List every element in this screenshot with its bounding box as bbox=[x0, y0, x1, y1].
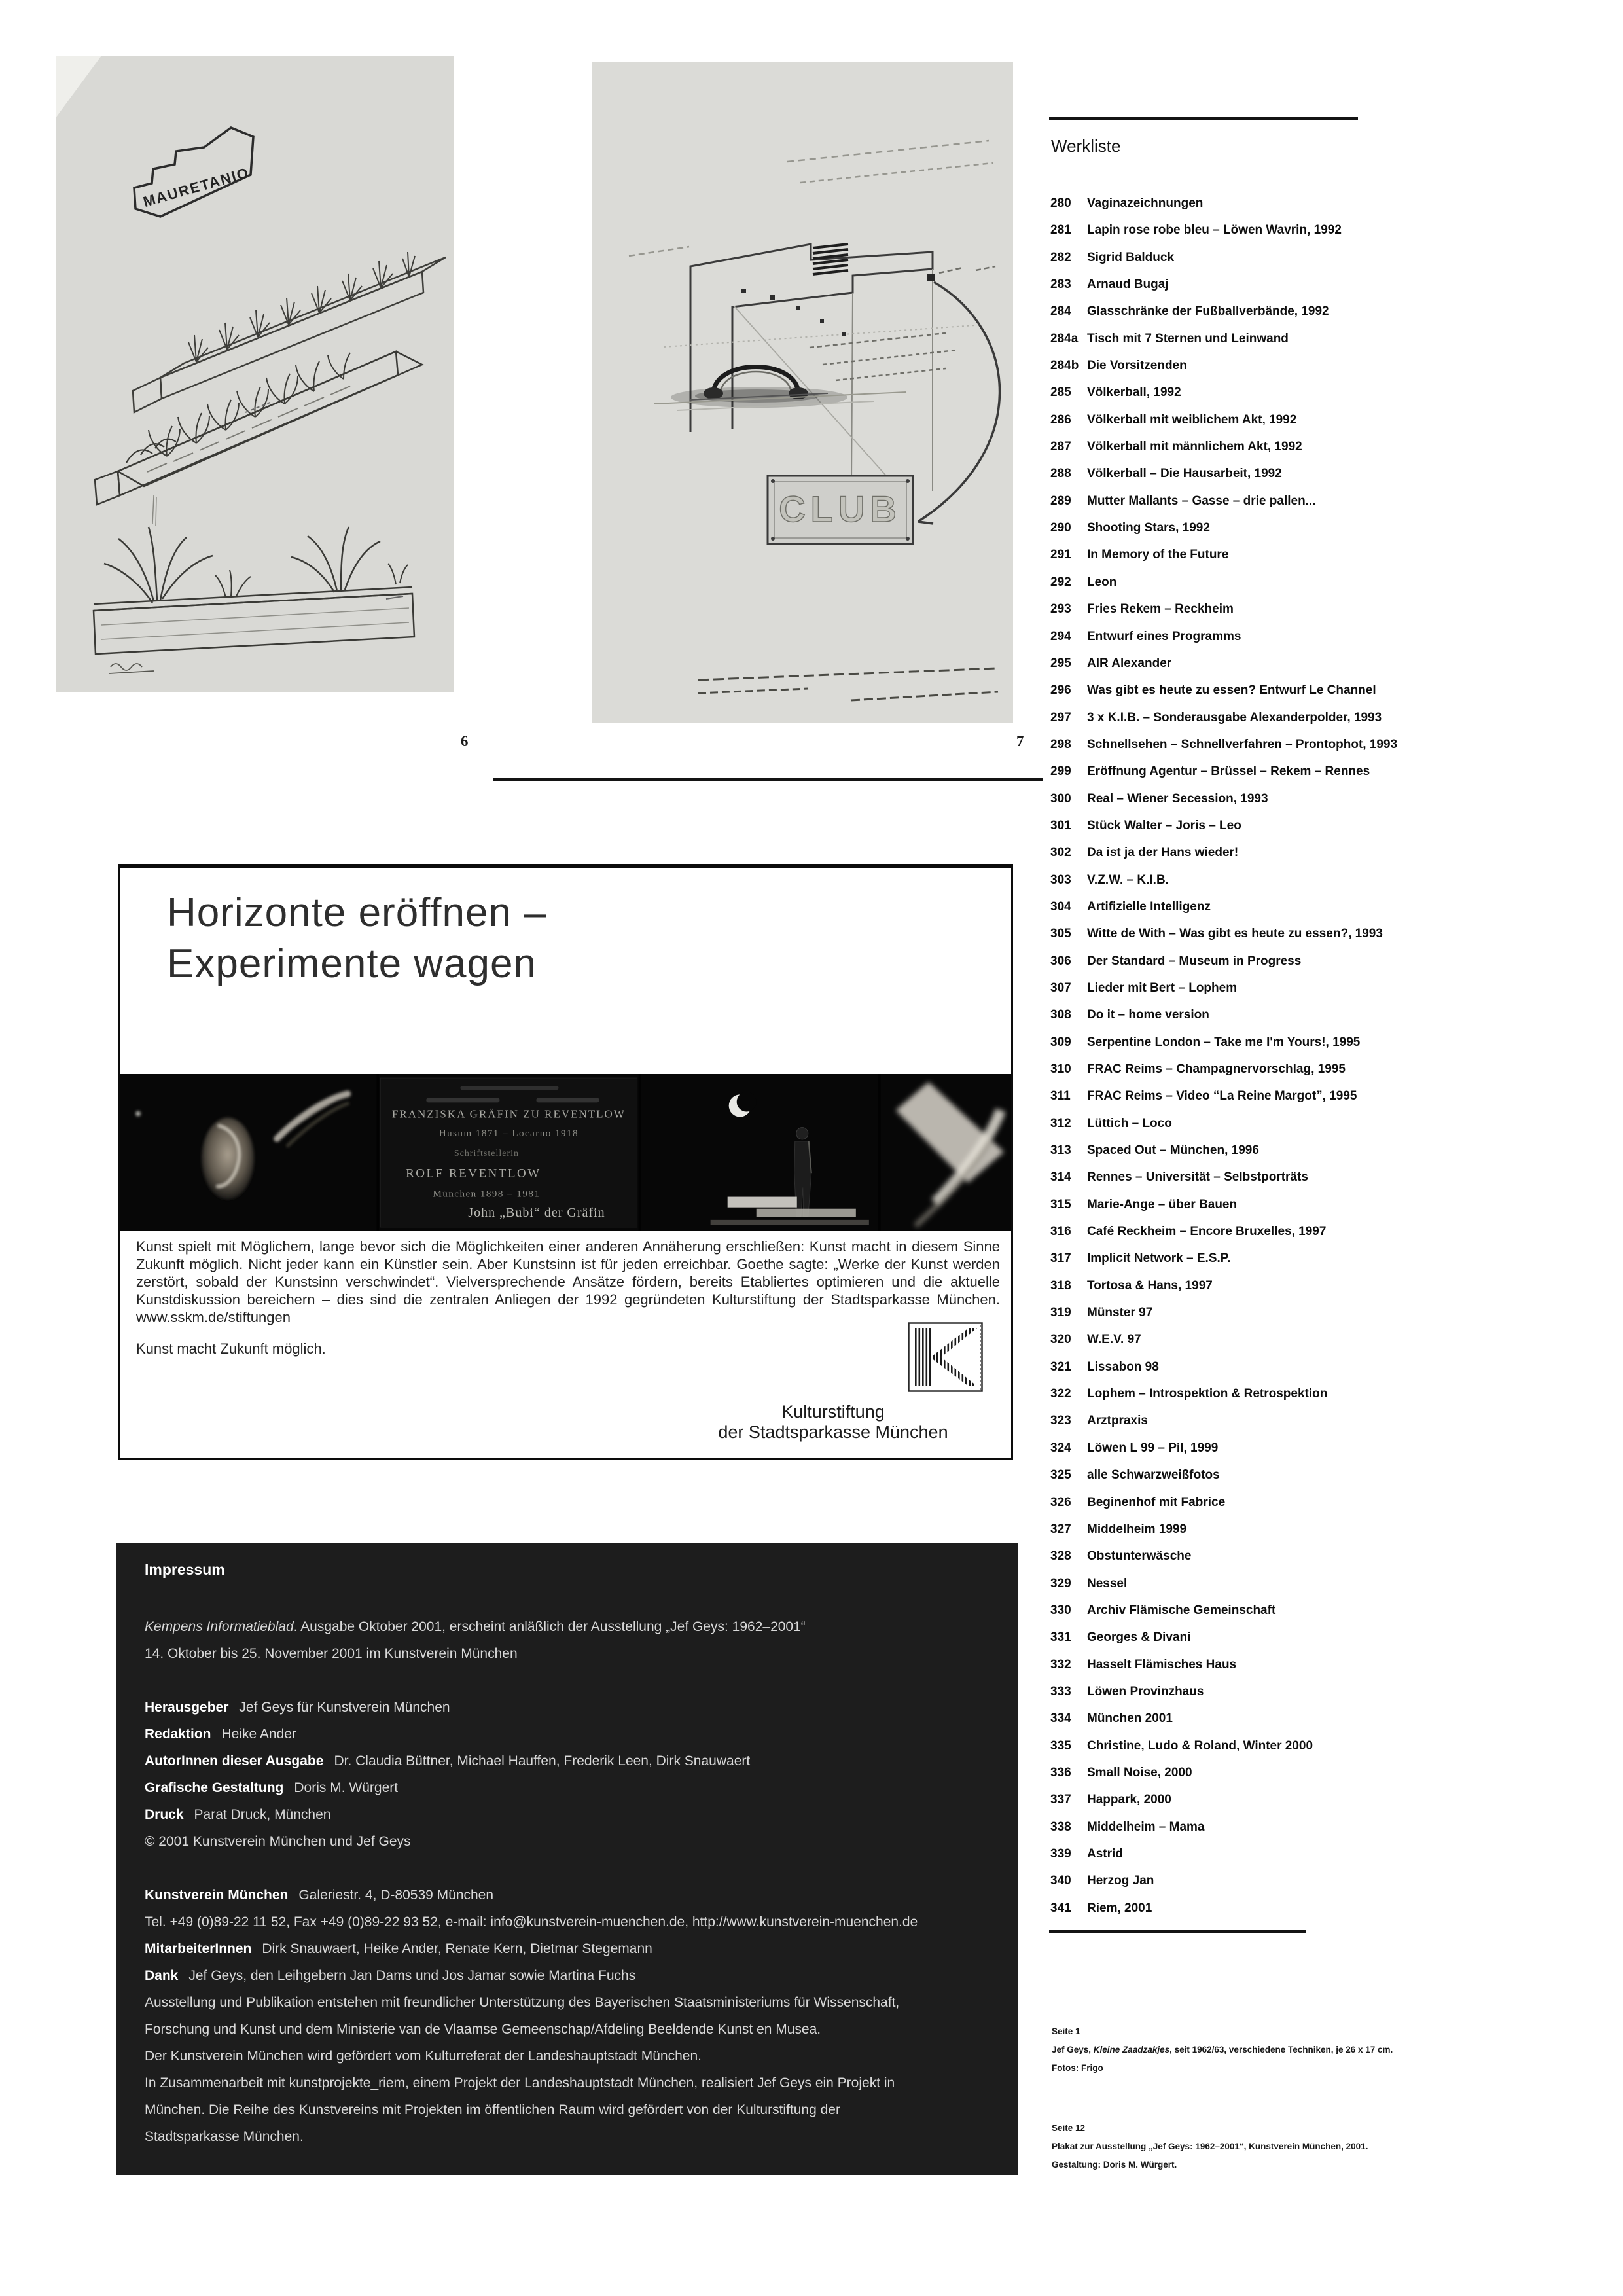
werkliste-entry-title: AIR Alexander bbox=[1087, 656, 1172, 670]
werkliste-entry-number: 289 bbox=[1050, 493, 1071, 508]
werkliste-entry bbox=[1050, 1624, 1561, 1651]
werkliste-entry-title: Entwurf eines Programms bbox=[1087, 629, 1241, 643]
werkliste-entry-title: Implicit Network – E.S.P. bbox=[1087, 1251, 1231, 1266]
werkliste-entry bbox=[1050, 1056, 1561, 1083]
werkliste-entry-title: Der Standard – Museum in Progress bbox=[1087, 954, 1302, 968]
werkliste-entry-number: 296 bbox=[1050, 683, 1071, 698]
werkliste-entry-number: 316 bbox=[1050, 1225, 1071, 1239]
werkliste-entry-number: 324 bbox=[1050, 1441, 1071, 1455]
werkliste-entry-title: Lieder mit Bert – Lophem bbox=[1087, 980, 1238, 995]
impressum-line: Kunstverein München Galeriestr. 4, D-80539 München bbox=[145, 1888, 494, 1903]
impressum-line: Herausgeber Jef Geys für Kunstverein München bbox=[145, 1700, 450, 1715]
impressum-line: Kempens Informatieblad. Ausgabe Oktober 2001, erscheint anläßlich der Ausstellung „Jef Geys: 1962–2001“ bbox=[145, 1619, 806, 1634]
caption-scribble bbox=[698, 668, 998, 700]
planter-trough bbox=[94, 527, 414, 654]
werkliste-entry bbox=[1050, 406, 1561, 433]
impressum-line: München. Die Reihe des Kunstvereins mit Projekten im öffentlichen Raum wird gefördert von der Kulturstiftung der bbox=[145, 2102, 840, 2117]
werkliste-entry bbox=[1050, 1435, 1561, 1462]
werkliste-entry-number: 318 bbox=[1050, 1278, 1071, 1293]
impressum-line: 14. Oktober bis 25. November 2001 im Kunstverein München bbox=[145, 1646, 518, 1661]
werkliste-entry bbox=[1050, 758, 1561, 785]
angled-structure bbox=[664, 244, 975, 497]
werkliste-entry-number: 321 bbox=[1050, 1359, 1071, 1374]
werkliste-entry-title: Glasschränke der Fußballverbände, 1992 bbox=[1087, 304, 1329, 319]
werkliste-entry bbox=[1050, 298, 1561, 325]
werkliste-entry bbox=[1050, 379, 1561, 406]
werkliste-entry-number: 288 bbox=[1050, 467, 1071, 481]
werkliste-entry-number: 338 bbox=[1050, 1820, 1071, 1834]
caption-seite-1: Seite 1 bbox=[1052, 2026, 1080, 2036]
werkliste-entry bbox=[1050, 839, 1561, 866]
werkliste-entry bbox=[1050, 948, 1561, 975]
werkliste-entry bbox=[1050, 217, 1561, 243]
werkliste-entry-number: 285 bbox=[1050, 386, 1071, 400]
impressum-box bbox=[116, 1543, 1018, 2175]
werkliste-entry bbox=[1050, 1570, 1561, 1597]
werkliste-entry-title: Vaginazeichnungen bbox=[1087, 196, 1204, 210]
werkliste-entry-number: 325 bbox=[1050, 1468, 1071, 1482]
werkliste-entry-number: 341 bbox=[1050, 1901, 1071, 1915]
werkliste-entry-number: 317 bbox=[1050, 1251, 1071, 1266]
seed-beds-line-art bbox=[56, 56, 454, 692]
werkliste-entry-title: Witte de With – Was gibt es heute zu essen?, 1993 bbox=[1087, 927, 1383, 941]
werkliste-entry bbox=[1050, 785, 1561, 812]
werkliste-entry-number: 335 bbox=[1050, 1738, 1071, 1753]
werkliste-entry bbox=[1050, 1272, 1561, 1299]
impressum-label: Kunstverein München bbox=[145, 1888, 289, 1903]
werkliste-entry-number: 283 bbox=[1050, 278, 1071, 292]
werkliste-entry bbox=[1050, 271, 1561, 298]
werkliste-entry-number: 294 bbox=[1050, 629, 1071, 643]
handwriting-rows bbox=[629, 141, 993, 256]
werkliste-entry-title: Arztpraxis bbox=[1087, 1414, 1148, 1428]
werkliste-entry bbox=[1050, 704, 1561, 731]
werkliste-entry-number: 313 bbox=[1050, 1143, 1071, 1158]
club-plaque bbox=[768, 476, 913, 544]
werkliste-entry-title: Lophem – Introspektion & Retrospektion bbox=[1087, 1387, 1328, 1401]
werkliste-entry-number: 305 bbox=[1050, 927, 1071, 941]
caption-seite-12: Seite 12 bbox=[1052, 2123, 1086, 2133]
werkliste-entry-title: Small Noise, 2000 bbox=[1087, 1765, 1192, 1780]
page-number-7: 7 bbox=[1016, 733, 1024, 749]
werkliste-entry-title: Christine, Ludo & Roland, Winter 2000 bbox=[1087, 1738, 1313, 1753]
werkliste-entry-number: 315 bbox=[1050, 1197, 1071, 1211]
werkliste-entry-title: Mutter Mallants – Gasse – drie pallen... bbox=[1087, 493, 1316, 508]
werkliste-entry-title: Tortosa & Hans, 1997 bbox=[1087, 1278, 1213, 1293]
werkliste-entry bbox=[1050, 677, 1561, 704]
werkliste-entry bbox=[1050, 1326, 1561, 1353]
werkliste-entry-title: 3 x K.I.B. – Sonderausgabe Alexanderpolder, 1993 bbox=[1087, 710, 1382, 725]
svg-text:John „Bubi“ der Gräfin: John „Bubi“ der Gräfin bbox=[468, 1205, 605, 1220]
logo-caption bbox=[669, 1402, 997, 1443]
werkliste-entry bbox=[1050, 867, 1561, 893]
impressum-label: Druck bbox=[145, 1807, 184, 1822]
werkliste-entry bbox=[1050, 244, 1561, 271]
handle-plaque-line-art bbox=[592, 62, 1013, 723]
werkliste-entry bbox=[1050, 1759, 1561, 1786]
werkliste-entry-number: 306 bbox=[1050, 954, 1071, 968]
werkliste-entry-number: 336 bbox=[1050, 1765, 1071, 1780]
werkliste-top-rule bbox=[1049, 117, 1358, 120]
sketch-handle-plaque-drawing bbox=[592, 62, 1013, 723]
door-handle bbox=[654, 367, 906, 411]
werkliste-entry bbox=[1050, 325, 1561, 352]
werkliste-entry bbox=[1050, 352, 1561, 379]
werkliste-entry bbox=[1050, 541, 1561, 568]
handwritten-scribble bbox=[109, 664, 154, 673]
logo-caption-line1: Kulturstiftung bbox=[781, 1402, 885, 1422]
impressum-lines bbox=[145, 1613, 991, 2150]
werkliste-entry bbox=[1050, 1083, 1561, 1109]
werkliste-entry-number: 299 bbox=[1050, 764, 1071, 779]
werkliste-entry bbox=[1050, 488, 1561, 514]
werkliste-bottom-rule bbox=[1049, 1930, 1306, 1933]
werkliste-entry-number: 293 bbox=[1050, 602, 1071, 617]
werkliste-entry-number: 320 bbox=[1050, 1333, 1071, 1347]
werkliste-entry-title: Shooting Stars, 1992 bbox=[1087, 521, 1210, 535]
werkliste-entry-title: Die Vorsitzenden bbox=[1087, 359, 1187, 373]
werkliste-entry-title: Middelheim 1999 bbox=[1087, 1522, 1187, 1536]
werkliste-entry bbox=[1050, 731, 1561, 758]
svg-text:FRANZISKA GRÄFIN ZU REVENTLOW: FRANZISKA GRÄFIN ZU REVENTLOW bbox=[391, 1107, 626, 1121]
werkliste-entry bbox=[1050, 569, 1561, 596]
werkliste-entry bbox=[1050, 1354, 1561, 1380]
werkliste-entry-number: 300 bbox=[1050, 791, 1071, 806]
werkliste-entry-number: 310 bbox=[1050, 1062, 1071, 1076]
werkliste-entry-title: Tisch mit 7 Sternen und Leinwand bbox=[1087, 331, 1289, 346]
werkliste-entry-title: Was gibt es heute zu essen? Entwurf Le Channel bbox=[1087, 683, 1376, 698]
werkliste-entry bbox=[1050, 1732, 1561, 1759]
werkliste-entry-number: 292 bbox=[1050, 575, 1071, 589]
werkliste-entry bbox=[1050, 1814, 1561, 1840]
werkliste-entry-number: 329 bbox=[1050, 1576, 1071, 1590]
picture-captions bbox=[1052, 2022, 1588, 2174]
werkliste-entry bbox=[1050, 433, 1561, 460]
werkliste-entry-number: 339 bbox=[1050, 1846, 1071, 1861]
werkliste-entry bbox=[1050, 1380, 1561, 1407]
werkliste-entry-title: Herzog Jan bbox=[1087, 1874, 1154, 1888]
werkliste-entry-title: Happark, 2000 bbox=[1087, 1793, 1171, 1807]
werkliste-entry bbox=[1050, 1867, 1561, 1894]
werkliste-entry bbox=[1050, 920, 1561, 947]
werkliste-entry bbox=[1050, 460, 1561, 487]
werkliste-entry-number: 303 bbox=[1050, 872, 1071, 887]
werkliste-entry-title: Astrid bbox=[1087, 1846, 1123, 1861]
page-number-6: 6 bbox=[461, 733, 469, 749]
werkliste-entry-title: Löwen L 99 – Pil, 1999 bbox=[1087, 1441, 1219, 1455]
impressum-line: Stadtsparkasse München. bbox=[145, 2129, 304, 2144]
werkliste-entry-title: Münster 97 bbox=[1087, 1306, 1153, 1320]
sketch-seed-beds-drawing bbox=[56, 56, 454, 692]
werkliste-entry-title: Völkerball mit männlichem Akt, 1992 bbox=[1087, 440, 1302, 454]
werkliste-entry-number: 337 bbox=[1050, 1793, 1071, 1807]
werkliste-entry-title: Leon bbox=[1087, 575, 1117, 589]
werkliste-entry-number: 326 bbox=[1050, 1495, 1071, 1509]
impressum-heading: Impressum bbox=[145, 1561, 225, 1578]
werkliste-entry bbox=[1050, 1001, 1561, 1028]
werkliste-entry bbox=[1050, 1786, 1561, 1813]
werkliste-entry bbox=[1050, 1407, 1561, 1434]
werkliste-entry-number: 302 bbox=[1050, 846, 1071, 860]
werkliste-entry-number: 298 bbox=[1050, 737, 1071, 751]
werkliste-entry-title: Rennes – Universität – Selbstporträts bbox=[1087, 1170, 1308, 1185]
ad-headline-line2: Experimente wagen bbox=[167, 941, 537, 986]
werkliste-entry bbox=[1050, 1462, 1561, 1488]
werkliste-entry bbox=[1050, 1164, 1561, 1191]
werkliste-entry bbox=[1050, 812, 1561, 839]
impressum-line: Der Kunstverein München wird gefördert vom Kulturreferat der Landeshauptstadt München. bbox=[145, 2049, 702, 2064]
werkliste-entry-title: alle Schwarzweißfotos bbox=[1087, 1468, 1220, 1482]
impressum-line: Redaktion Heike Ander bbox=[145, 1727, 296, 1742]
werkliste-entry-title: In Memory of the Future bbox=[1087, 548, 1229, 562]
werkliste-entry-title: Spaced Out – München, 1996 bbox=[1087, 1143, 1259, 1158]
werkliste-entry-number: 307 bbox=[1050, 980, 1071, 995]
ad-slogan: Kunst macht Zukunft möglich. bbox=[136, 1340, 326, 1357]
plaque-text: CLUB bbox=[779, 488, 902, 529]
curved-arrow bbox=[918, 274, 1000, 524]
impressum-line: Grafische Gestaltung Doris M. Würgert bbox=[145, 1780, 399, 1795]
werkliste-entry bbox=[1050, 1840, 1561, 1867]
werkliste-entry-number: 284b bbox=[1050, 359, 1079, 373]
werkliste-entry-number: 284a bbox=[1050, 331, 1079, 346]
werkliste-entry-number: 282 bbox=[1050, 250, 1071, 264]
werkliste-entry bbox=[1050, 1110, 1561, 1137]
werkliste-entry-title: Stück Walter – Joris – Leo bbox=[1087, 818, 1241, 833]
impressum-line: MitarbeiterInnen Dirk Snauwaert, Heike Ander, Renate Kern, Dietmar Stegemann bbox=[145, 1941, 652, 1956]
impressum-label: Redaktion bbox=[145, 1727, 211, 1742]
werkliste-entry-title: Real – Wiener Secession, 1993 bbox=[1087, 791, 1268, 806]
werkliste-entry-title: Middelheim – Mama bbox=[1087, 1820, 1205, 1834]
werkliste-entry bbox=[1050, 1895, 1561, 1922]
werkliste-entry bbox=[1050, 1678, 1561, 1705]
werkliste-entry-number: 309 bbox=[1050, 1035, 1071, 1049]
werkliste-entry-number: 312 bbox=[1050, 1116, 1071, 1130]
gravestone-inscription bbox=[380, 1078, 637, 1227]
werkliste-entry-title: Lissabon 98 bbox=[1087, 1359, 1159, 1374]
werkliste-entry bbox=[1050, 1651, 1561, 1678]
werkliste-list bbox=[1050, 190, 1561, 1922]
werkliste-entry-title: Obstunterwäsche bbox=[1087, 1549, 1192, 1564]
werkliste-entry-title: W.E.V. 97 bbox=[1087, 1333, 1141, 1347]
werkliste-entry-number: 323 bbox=[1050, 1414, 1071, 1428]
impressum-label: Grafische Gestaltung bbox=[145, 1780, 284, 1795]
kulturstiftung-logo-icon bbox=[908, 1322, 983, 1392]
svg-text:Husum 1871 – Locarno 1918: Husum 1871 – Locarno 1918 bbox=[438, 1128, 579, 1139]
impressum-label: Dank bbox=[145, 1968, 179, 1983]
werkliste-entry-number: 322 bbox=[1050, 1387, 1071, 1401]
caption-seite-12-detail: Plakat zur Ausstellung „Jef Geys: 1962–2001“, Kunstverein München, 2001. bbox=[1052, 2142, 1368, 2151]
caption-gestaltung: Gestaltung: Doris M. Würgert. bbox=[1052, 2160, 1177, 2170]
werkliste-entry-title: Serpentine London – Take me I'm Yours!, 1995 bbox=[1087, 1035, 1361, 1049]
werkliste-entry-title: Beginenhof mit Fabrice bbox=[1087, 1495, 1226, 1509]
impressum-label: Herausgeber bbox=[145, 1700, 229, 1715]
werkliste-entry bbox=[1050, 596, 1561, 622]
impressum-label: AutorInnen dieser Ausgabe bbox=[145, 1753, 324, 1768]
werkliste-entry-number: 332 bbox=[1050, 1657, 1071, 1672]
werkliste-entry-title: Völkerball, 1992 bbox=[1087, 386, 1181, 400]
werkliste-entry-number: 314 bbox=[1050, 1170, 1071, 1185]
photo-banner-graphic bbox=[120, 1074, 1011, 1231]
caption-seite-1-detail: Jef Geys, Kleine Zaadzakjes, seit 1962/63, verschiedene Techniken, je 26 x 17 cm. bbox=[1052, 2045, 1393, 2054]
kulturstiftung-ad bbox=[118, 864, 1013, 1460]
werkliste-entry-title: Fries Rekem – Reckheim bbox=[1087, 602, 1234, 617]
werkliste-entry-number: 291 bbox=[1050, 548, 1071, 562]
werkliste-entry bbox=[1050, 1489, 1561, 1516]
svg-text:ROLF REVENTLOW: ROLF REVENTLOW bbox=[406, 1166, 541, 1181]
impressum-line: In Zusammenarbeit mit kunstprojekte_riem, einem Projekt der Landeshauptstadt München, realisiert Jef Geys ein Projekt in bbox=[145, 2075, 895, 2090]
werkliste-entry-number: 331 bbox=[1050, 1630, 1071, 1645]
werkliste-entry-number: 297 bbox=[1050, 710, 1071, 725]
svg-text:München 1898 – 1981: München 1898 – 1981 bbox=[433, 1189, 541, 1200]
werkliste-entry-number: 301 bbox=[1050, 818, 1071, 833]
impressum-line: Forschung und Kunst und dem Ministerie van de Vlaamse Gemeenschap/Afdeling Beeldende Kunst en Musea. bbox=[145, 2022, 821, 2037]
werkliste-entry bbox=[1050, 514, 1561, 541]
werkliste-entry bbox=[1050, 1191, 1561, 1218]
werkliste-entry-number: 280 bbox=[1050, 196, 1071, 210]
werkliste-entry bbox=[1050, 1245, 1561, 1272]
werkliste-entry-number: 328 bbox=[1050, 1549, 1071, 1564]
werkliste-entry-title: FRAC Reims – Champagnervorschlag, 1995 bbox=[1087, 1062, 1346, 1076]
werkliste-entry-title: V.Z.W. – K.I.B. bbox=[1087, 872, 1169, 887]
werkliste-entry-number: 333 bbox=[1050, 1684, 1071, 1698]
werkliste-entry-title: Sigrid Balduck bbox=[1087, 250, 1175, 264]
werkliste-entry-title: Löwen Provinzhaus bbox=[1087, 1684, 1204, 1698]
impressum-line: AutorInnen dieser Ausgabe Dr. Claudia Büttner, Michael Hauffen, Frederik Leen, Dirk Snauwaert bbox=[145, 1753, 751, 1768]
lower-seed-bed bbox=[95, 351, 422, 526]
werkliste-entry-number: 334 bbox=[1050, 1712, 1071, 1726]
ad-headline-line1: Horizonte eröffnen – bbox=[167, 890, 547, 935]
werkliste-entry-number: 304 bbox=[1050, 899, 1071, 914]
werkliste-entry-title: Archiv Flämische Gemeinschaft bbox=[1087, 1603, 1276, 1617]
werkliste-entry bbox=[1050, 975, 1561, 1001]
handwriting-notes bbox=[810, 266, 995, 380]
werkliste-entry-title: Riem, 2001 bbox=[1087, 1901, 1152, 1915]
werkliste-entry-number: 295 bbox=[1050, 656, 1071, 670]
werkliste-entry-title: Café Reckheim – Encore Bruxelles, 1997 bbox=[1087, 1225, 1327, 1239]
werkliste-entry bbox=[1050, 1218, 1561, 1245]
werkliste-entry-number: 340 bbox=[1050, 1874, 1071, 1888]
ad-body-text: Kunst spielt mit Möglichem, lange bevor sich die Möglichkeiten einer anderen Annäherung erschließen: Kunst macht in diesem Sinne Zukunft möglich. Nicht jeder kann ein Künstler sein. Aber Kunstsinn ist für jeden erreichbar. Goethe sagte: „Werke der Kunst werden zerstört, sobald der Kunstsinn verschwindet“. Vielversprechende Ansätze fördern, bereits Etabliertes optimieren und die aktuelle Kunstdiskussion bereichern – dies sind die zentralen Anliegen der 1992 gegründeten Kulturstiftung der Stadtsparkasse München. www.sskm.de/stiftungen bbox=[136, 1238, 1000, 1325]
werkliste-entry-title: München 2001 bbox=[1087, 1712, 1173, 1726]
ad-photo-banner bbox=[120, 1074, 1011, 1231]
werkliste-entry bbox=[1050, 1543, 1561, 1570]
werkliste-entry-title: Lüttich – Loco bbox=[1087, 1116, 1172, 1130]
werkliste-entry bbox=[1050, 1597, 1561, 1624]
werkliste-entry bbox=[1050, 1299, 1561, 1326]
werkliste-entry-title: Da ist ja der Hans wieder! bbox=[1087, 846, 1239, 860]
werkliste-entry-title: Lapin rose robe bleu – Löwen Wavrin, 1992 bbox=[1087, 223, 1342, 238]
werkliste-entry-title: Arnaud Bugaj bbox=[1087, 278, 1169, 292]
werkliste-entry bbox=[1050, 1516, 1561, 1543]
werkliste-entry bbox=[1050, 1137, 1561, 1164]
werkliste-entry-title: Hasselt Flämisches Haus bbox=[1087, 1657, 1237, 1672]
werkliste-entry-number: 311 bbox=[1050, 1089, 1071, 1103]
flag-text: MAURETANIO bbox=[141, 164, 251, 211]
impressum-line: Ausstellung und Publikation entstehen mit freundlicher Unterstützung des Bayerischen Staatsministeriums für Wissenschaft, bbox=[145, 1995, 900, 2010]
werkliste-entry-title: Artifizielle Intelligenz bbox=[1087, 899, 1211, 914]
werkliste-entry-number: 290 bbox=[1050, 521, 1071, 535]
werkliste-entry bbox=[1050, 650, 1561, 677]
impressum-label: MitarbeiterInnen bbox=[145, 1941, 252, 1956]
werkliste-entry-title: Nessel bbox=[1087, 1576, 1128, 1590]
ad-headline bbox=[167, 888, 547, 990]
werkliste-entry-number: 330 bbox=[1050, 1603, 1071, 1617]
werkliste-entry-title: Marie-Ange – über Bauen bbox=[1087, 1197, 1238, 1211]
werkliste-entry-number: 308 bbox=[1050, 1008, 1071, 1022]
werkliste-entry-number: 319 bbox=[1050, 1306, 1071, 1320]
werkliste-entry-title: FRAC Reims – Video “La Reine Margot”, 1995 bbox=[1087, 1089, 1357, 1103]
caption-fotos: Fotos: Frigo bbox=[1052, 2063, 1103, 2073]
werkliste-entry-title: Völkerball mit weiblichem Akt, 1992 bbox=[1087, 412, 1297, 427]
werkliste-entry bbox=[1050, 190, 1561, 217]
separator-rule bbox=[493, 778, 1043, 781]
werkliste-entry bbox=[1050, 623, 1561, 650]
werkliste-entry-title: Eröffnung Agentur – Brüssel – Rekem – Rennes bbox=[1087, 764, 1370, 779]
impressum-line: © 2001 Kunstverein München und Jef Geys bbox=[145, 1834, 411, 1849]
upper-seed-bed bbox=[133, 252, 446, 412]
werkliste-entry bbox=[1050, 1029, 1561, 1056]
werkliste-entry-number: 281 bbox=[1050, 223, 1071, 238]
werkliste-title: Werkliste bbox=[1051, 136, 1121, 156]
logo-caption-line2: der Stadtsparkasse München bbox=[718, 1422, 948, 1442]
werkliste-entry-number: 327 bbox=[1050, 1522, 1071, 1536]
werkliste-entry-title: Völkerball – Die Hausarbeit, 1992 bbox=[1087, 467, 1282, 481]
impressum-line: Tel. +49 (0)89-22 11 52, Fax +49 (0)89-22 93 52, e-mail: info@kunstverein-muenchen.de, http://www.kunstverein-muenchen.de bbox=[145, 1914, 918, 1929]
werkliste-entry-title: Georges & Divani bbox=[1087, 1630, 1191, 1645]
svg-text:Schriftstellerin: Schriftstellerin bbox=[454, 1147, 520, 1159]
impressum-line: Druck Parat Druck, München bbox=[145, 1807, 331, 1822]
werkliste-entry-title: Schnellsehen – Schnellverfahren – Prontophot, 1993 bbox=[1087, 737, 1398, 751]
werkliste-entry-title: Do it – home version bbox=[1087, 1008, 1209, 1022]
werkliste-entry bbox=[1050, 893, 1561, 920]
impressum-line: Dank Jef Geys, den Leihgebern Jan Dams und Jos Jamar sowie Martina Fuchs bbox=[145, 1968, 636, 1983]
werkliste-entry bbox=[1050, 1705, 1561, 1732]
werkliste-entry-number: 284 bbox=[1050, 304, 1071, 319]
werkliste-entry-number: 286 bbox=[1050, 412, 1071, 427]
werkliste-entry-number: 287 bbox=[1050, 440, 1071, 454]
